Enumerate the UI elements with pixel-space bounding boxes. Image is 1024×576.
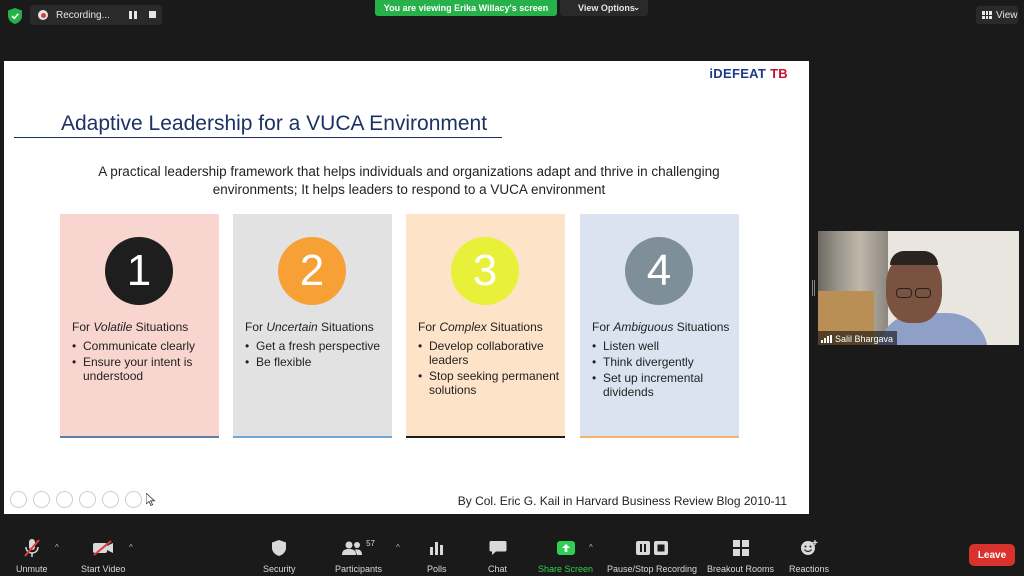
pause-recording-icon[interactable] bbox=[129, 11, 137, 19]
pause-stop-icon bbox=[635, 538, 669, 558]
card-number-circle: 3 bbox=[451, 237, 519, 305]
recording-dot-icon bbox=[38, 10, 48, 20]
card-bottom-line bbox=[580, 436, 739, 438]
reactions-button[interactable] bbox=[789, 538, 829, 574]
slide-controls bbox=[10, 491, 142, 508]
card-number-circle: 2 bbox=[278, 237, 346, 305]
security-button[interactable] bbox=[263, 538, 296, 574]
zoom-icon[interactable] bbox=[102, 491, 119, 508]
card-bullet-list bbox=[245, 339, 387, 371]
breakout-rooms-label: Breakout Rooms bbox=[707, 564, 775, 574]
start-video-label: Start Video bbox=[81, 564, 126, 574]
participant-video[interactable] bbox=[818, 231, 1019, 345]
participants-label: Participants bbox=[335, 564, 383, 574]
card-bullet: • Be flexible bbox=[245, 355, 387, 369]
card-bullet: • Stop seeking permanent solutions bbox=[418, 369, 560, 397]
shield-icon bbox=[272, 538, 286, 558]
card-bullet-list bbox=[72, 339, 214, 385]
unmute-button[interactable] bbox=[16, 538, 48, 574]
view-options-button[interactable] bbox=[560, 0, 648, 16]
participants-icon bbox=[342, 538, 375, 558]
card-bullet: • Ensure your intent is understood bbox=[72, 355, 214, 383]
view-options-label: View Options bbox=[578, 3, 635, 13]
card-bottom-line bbox=[233, 436, 392, 438]
polls-label: Polls bbox=[427, 564, 447, 574]
chevron-down-icon: ⌄ bbox=[633, 3, 640, 12]
reactions-label: Reactions bbox=[789, 564, 830, 574]
previous-slide-icon[interactable] bbox=[10, 491, 27, 508]
view-button[interactable] bbox=[976, 6, 1018, 24]
participant-name-tag bbox=[818, 331, 897, 345]
video-options-caret-icon[interactable]: ^ bbox=[129, 543, 133, 552]
breakout-rooms-icon bbox=[733, 538, 749, 558]
polls-button[interactable] bbox=[427, 538, 447, 574]
next-slide-icon[interactable] bbox=[33, 491, 50, 508]
framework-card-2 bbox=[233, 214, 392, 437]
signal-icon bbox=[821, 335, 832, 343]
card-number-circle: 1 bbox=[105, 237, 173, 305]
recording-indicator bbox=[30, 5, 162, 25]
participants-caret-icon[interactable]: ^ bbox=[396, 543, 400, 552]
card-bullet: • Develop collaborative leaders bbox=[418, 339, 560, 367]
card-bottom-line bbox=[406, 436, 565, 438]
pause-stop-recording-label: Pause/Stop Recording bbox=[607, 564, 698, 574]
card-heading: For Complex Situations bbox=[418, 320, 543, 334]
framework-card-3 bbox=[406, 214, 565, 437]
viewing-screen-banner: You are viewing Erika Willacy's screen bbox=[375, 0, 557, 16]
share-screen-button[interactable] bbox=[538, 538, 593, 574]
stop-recording-icon[interactable] bbox=[149, 11, 156, 18]
card-heading: For Uncertain Situations bbox=[245, 320, 374, 334]
chat-button[interactable] bbox=[488, 538, 507, 574]
video-panel-handle[interactable] bbox=[812, 280, 815, 296]
security-label: Security bbox=[263, 564, 296, 574]
share-screen-label: Share Screen bbox=[538, 564, 594, 574]
card-heading: For Volatile Situations bbox=[72, 320, 189, 334]
mouse-cursor-icon bbox=[146, 493, 156, 506]
microphone-muted-icon bbox=[23, 538, 41, 558]
emoji-reaction-icon bbox=[800, 538, 818, 558]
slide-title: Adaptive Leadership for a VUCA Environment bbox=[61, 112, 488, 135]
card-bullet-list bbox=[592, 339, 734, 401]
slide-credit: By Col. Eric G. Kail in Harvard Business Review Blog 2010-11 bbox=[457, 494, 787, 508]
breakout-rooms-button[interactable] bbox=[707, 538, 774, 574]
leave-button[interactable]: Leave bbox=[969, 544, 1015, 566]
recording-label: Recording... bbox=[56, 9, 110, 21]
card-bullet: • Listen well bbox=[592, 339, 734, 353]
participants-button[interactable] bbox=[335, 538, 382, 574]
card-bottom-line bbox=[60, 436, 219, 438]
start-video-button[interactable] bbox=[81, 538, 125, 574]
brand-logo: iDEFEAT TB bbox=[709, 66, 788, 81]
shared-slide bbox=[4, 61, 809, 514]
gallery-grid-icon bbox=[982, 11, 992, 19]
title-underline bbox=[14, 137, 502, 138]
view-button-label: View bbox=[996, 9, 1018, 21]
pen-icon[interactable] bbox=[56, 491, 73, 508]
meeting-toolbar bbox=[0, 531, 1024, 576]
bar-chart-icon bbox=[429, 538, 445, 558]
card-number-circle: 4 bbox=[625, 237, 693, 305]
more-icon[interactable] bbox=[125, 491, 142, 508]
chat-bubble-icon bbox=[489, 538, 507, 558]
unmute-label: Unmute bbox=[16, 564, 48, 574]
pause-stop-recording-button[interactable] bbox=[607, 538, 697, 574]
card-bullet: • Think divergently bbox=[592, 355, 734, 369]
participants-count: 57 bbox=[366, 538, 375, 548]
card-bullet-list bbox=[418, 339, 560, 399]
card-bullet: • Communicate clearly bbox=[72, 339, 214, 353]
framework-card-1 bbox=[60, 214, 219, 437]
card-heading: For Ambiguous Situations bbox=[592, 320, 730, 334]
card-bullet: • Set up incremental dividends bbox=[592, 371, 734, 399]
video-off-icon bbox=[92, 538, 114, 558]
share-options-caret-icon[interactable]: ^ bbox=[589, 543, 593, 552]
slides-icon[interactable] bbox=[79, 491, 96, 508]
card-bullet: • Get a fresh perspective bbox=[245, 339, 387, 353]
security-shield-icon bbox=[8, 8, 22, 24]
framework-card-4 bbox=[580, 214, 739, 437]
share-screen-icon bbox=[556, 538, 576, 558]
participant-name: Salil Bhargava bbox=[835, 333, 894, 344]
slide-subtitle: A practical leadership framework that helps individuals and organizations adapt and thrive in challenging environments; It helps leaders to respond to a VUCA environment bbox=[98, 164, 720, 197]
chat-label: Chat bbox=[488, 564, 508, 574]
audio-options-caret-icon[interactable]: ^ bbox=[55, 543, 59, 552]
